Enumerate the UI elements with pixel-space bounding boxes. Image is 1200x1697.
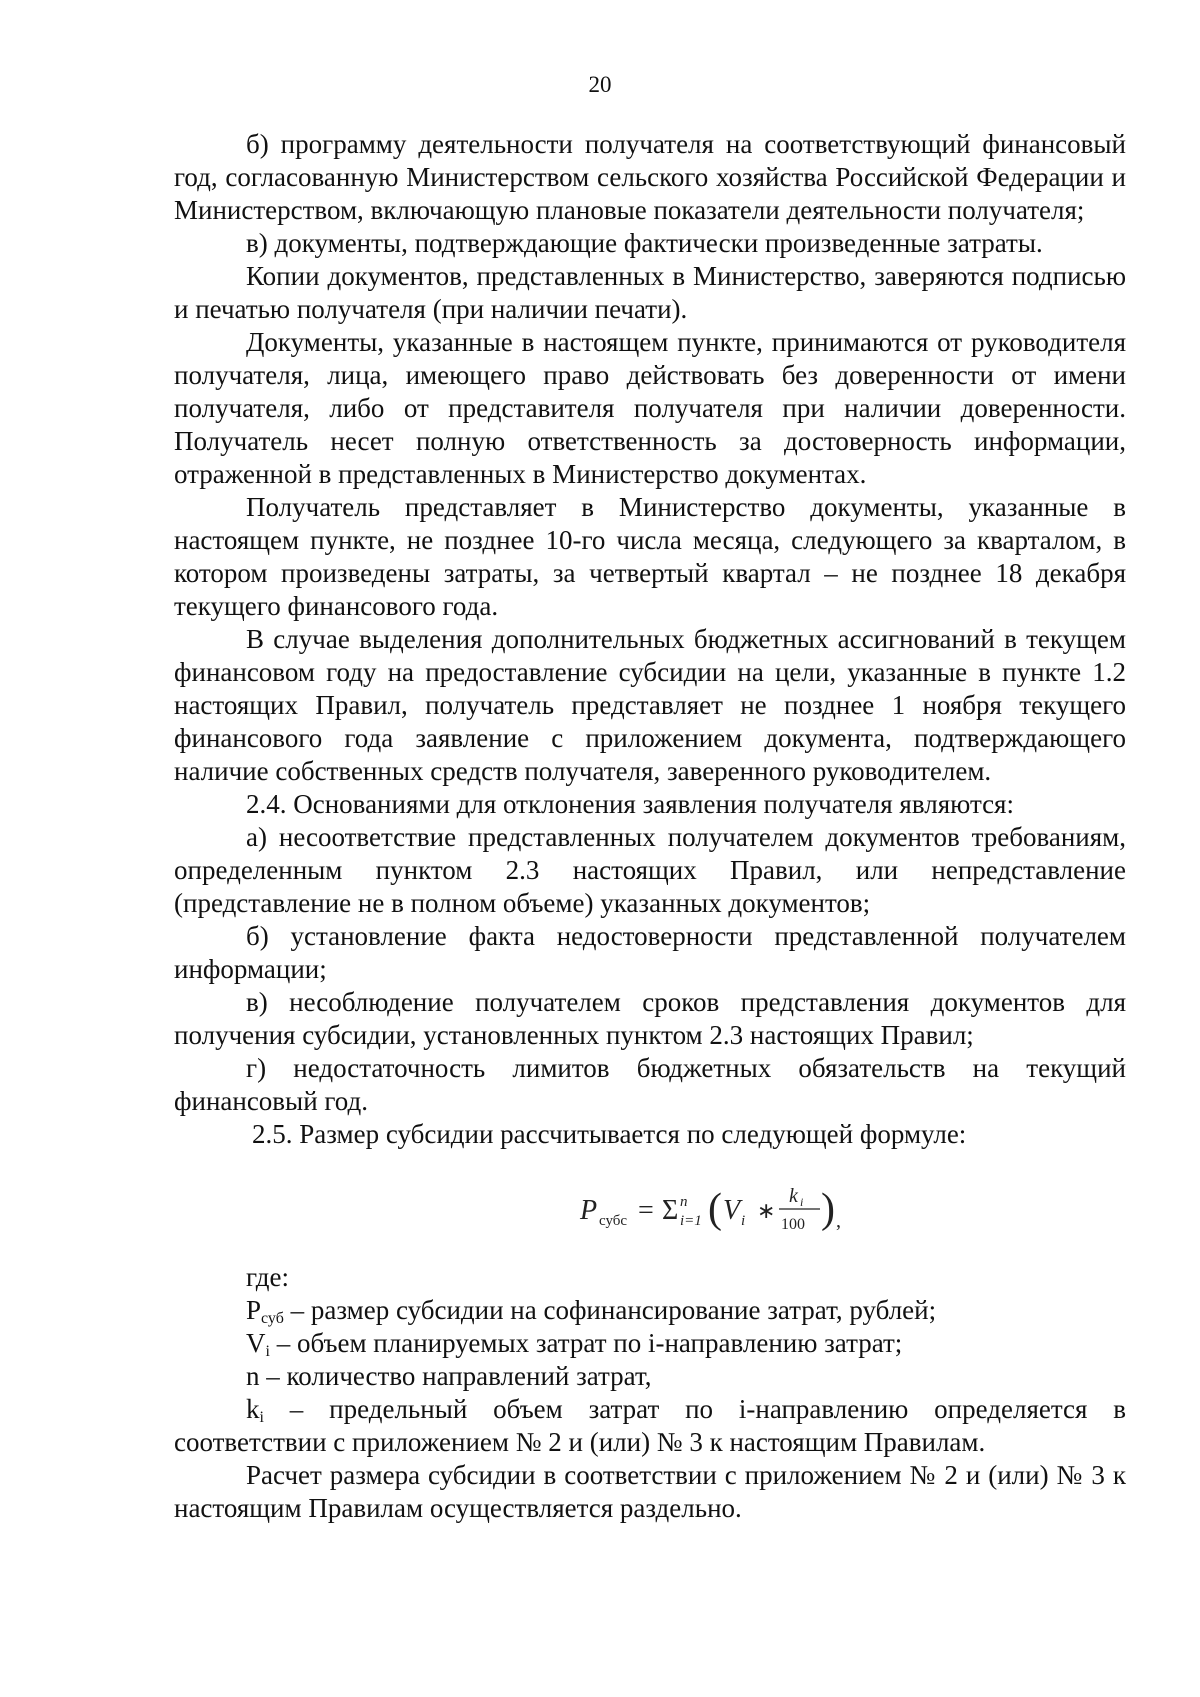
paragraph-final-calculation: Расчет размера субсидии в соответствии с приложением № 2 и (или) № 3 к настоящим Правилам осуществляется раздельно. xyxy=(174,1460,1126,1523)
formula-svg xyxy=(580,1179,880,1243)
formula-open-paren: ( xyxy=(708,1186,722,1232)
definition-n: n – количество направлений затрат, xyxy=(246,1361,652,1391)
definition-k-text: – предельный объем затрат по i-направлению определяется в соответствии с приложением № 2 и (или) № 3 к настоящим Правилам. xyxy=(174,1394,1126,1457)
formula-lhs: P xyxy=(580,1195,598,1226)
formula-close-paren: ) xyxy=(821,1186,835,1232)
formula-v-sub: i xyxy=(741,1213,746,1229)
definition-where: где: xyxy=(246,1262,289,1292)
paragraph-copies: Копии документов, представленных в Министерство, заверяются подписью и печатью получателя (при наличии печати). xyxy=(174,261,1126,324)
formula-k-sub: i xyxy=(800,1195,804,1209)
paragraph-2-4-g: г) недостаточность лимитов бюджетных обязательств на текущий финансовый год. xyxy=(174,1053,1126,1116)
page-number: 20 xyxy=(588,72,612,97)
definition-p-symbol: Р xyxy=(246,1295,262,1325)
formula-denominator: 100 xyxy=(781,1216,805,1233)
paragraph-documents-accepted: Документы, указанные в настоящем пункте, принимаются от руководителя получателя, лица, имеющего право действовать без доверенности от имени получателя, либо от представителя получателя при наличии доверенности. Получатель несет полную ответственность за достоверность информации, отраженной в представленных в Министерство документах. xyxy=(174,327,1126,489)
formula-k: k xyxy=(789,1185,798,1207)
formula-sum-sub: i=1 xyxy=(680,1213,702,1229)
definition-v-subscript: i xyxy=(265,1343,270,1360)
paragraph-v-documents: в) документы, подтверждающие фактически произведенные затраты. xyxy=(246,228,1043,258)
paragraph-deadline: Получатель представляет в Министерство документы, указанные в настоящем пункте, не позднее 10-го числа месяца, следующего за кварталом, в котором произведены затраты, за четвертый квартал – не позднее 18 декабря текущего финансового года. xyxy=(174,492,1126,621)
formula-equals: = xyxy=(638,1195,654,1226)
definition-v-text: – объем планируемых затрат по i-направлению затрат; xyxy=(269,1328,903,1358)
formula-times: ∗ xyxy=(757,1198,776,1223)
definition-v-symbol: V xyxy=(246,1328,266,1358)
paragraph-2-4-b: б) установление факта недостоверности представленной получателем информации; xyxy=(174,921,1126,984)
paragraph-2-5-heading: 2.5. Размер субсидии рассчитывается по следующей формуле: xyxy=(252,1119,967,1149)
formula-lhs-sub: субс xyxy=(599,1213,628,1229)
definition-p-subscript: суб xyxy=(261,1310,284,1327)
definition-k-i xyxy=(174,1393,1126,1459)
paragraph-additional-allocations: В случае выделения дополнительных бюджетных ассигнований в текущем финансовом году на предоставление субсидии на цели, указанные в пункте 1.2 настоящих Правил, получатель представляет не позднее 1 ноября текущего финансового года заявление с приложением документа, подтверждающего наличие собственных средств получателя, заверенного руководителем. xyxy=(174,624,1126,786)
formula-sum-sign: Σ xyxy=(662,1195,679,1226)
formula-v: V xyxy=(723,1195,741,1226)
definition-v-i xyxy=(174,1327,1126,1360)
document-body xyxy=(174,128,1126,1525)
definition-p-sub xyxy=(174,1294,1126,1327)
paragraph-2-4-a: а) несоответствие представленных получателем документов требованиям, определенным пунктом 2.3 настоящих Правил, или непредставление (представление не в полном объеме) указанных документов; xyxy=(174,822,1126,918)
paragraph-2-4-heading: 2.4. Основаниями для отклонения заявления получателя являются: xyxy=(246,789,1014,819)
subsidy-formula xyxy=(174,1179,1126,1243)
definition-k-symbol: k xyxy=(246,1394,260,1424)
formula-sum-sup: n xyxy=(680,1194,688,1210)
definition-p-text: – размер субсидии на софинансирование затрат, рублей; xyxy=(283,1295,937,1325)
formula-trailing-comma: , xyxy=(836,1210,841,1232)
definition-k-subscript: i xyxy=(259,1409,264,1426)
paragraph-b-program: б) программу деятельности получателя на соответствующий финансовый год, согласованную Министерством сельского хозяйства Российской Федерации и Министерством, включающую плановые показатели деятельности получателя; xyxy=(174,129,1126,225)
paragraph-2-4-v: в) несоблюдение получателем сроков представления документов для получения субсидии, установленных пунктом 2.3 настоящих Правил; xyxy=(174,987,1126,1050)
